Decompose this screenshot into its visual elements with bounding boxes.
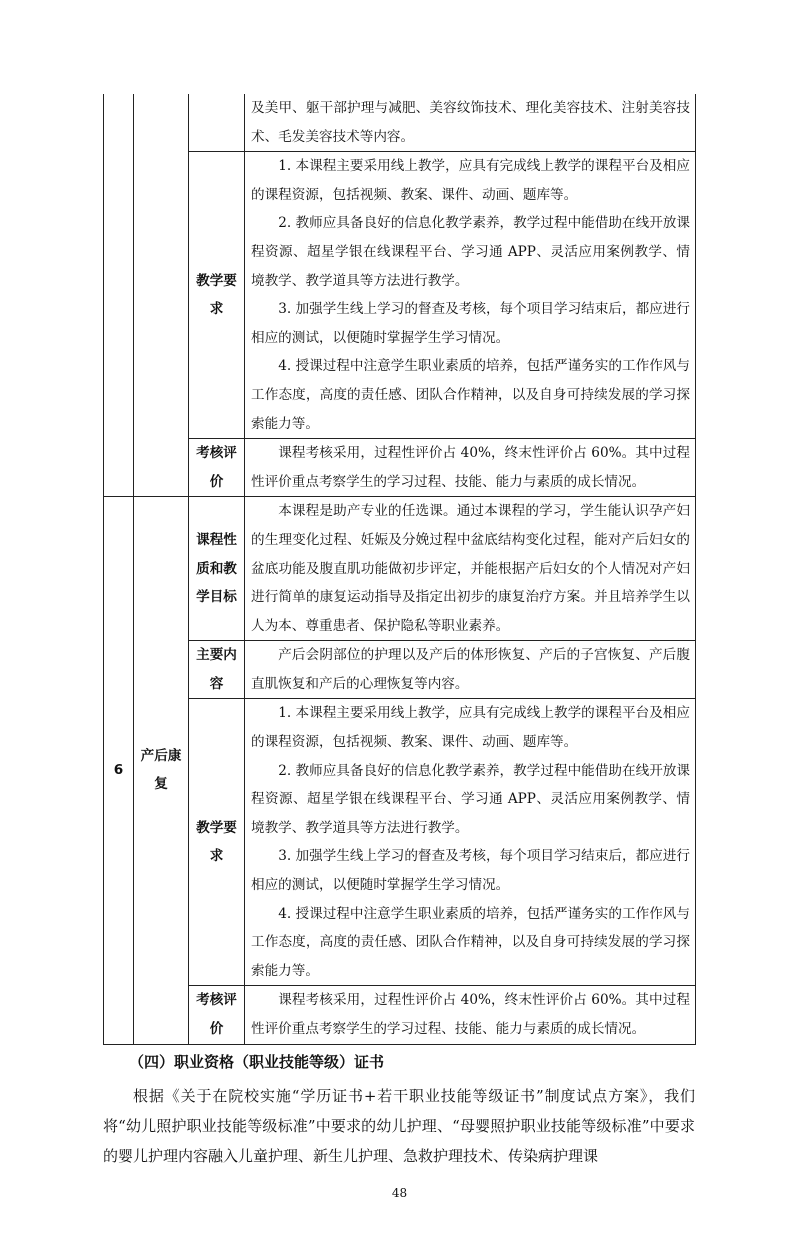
teaching-item: 2. 教师应具备良好的信息化教学素养，教学过程中能借助在线开放课程资源、超星学银在线课程平台、学习通 APP、灵活应用案例教学、情境教学、教学道具等方法进行教学。 [251,215,690,289]
table-row [104,699,696,986]
teaching-item: 4. 授课过程中注意学生职业素质的培养，包括严谨务实的工作作风与工作态度，高度的责任感、团队合作精神，以及自身可持续发展的学习探索能力等。 [251,905,690,979]
teaching-label: 教学要求 [189,699,245,986]
nature-label: 课程性质和教学目标 [189,497,245,641]
content-text: 及美甲、躯干部护理与减肥、美容纹饰技术、理化美容技术、注射美容技术、毛发美容技术等内容。 [251,100,690,145]
teaching-item: 4. 授课过程中注意学生职业素质的培养，包括严谨务实的工作作风与工作态度，高度的责任感、团队合作精神，以及自身可持续发展的学习探索能力等。 [251,358,690,432]
prev-course-cell [134,94,189,497]
teaching-item: 3. 加强学生线上学习的督查及考核，每个项目学习结束后，都应进行相应的测试，以便随时掌握学生学习情况。 [251,848,690,894]
prev-label-cell [189,94,245,152]
teaching-item: 2. 教师应具备良好的信息化教学素养，教学过程中能借助在线开放课程资源、超星学银在线课程平台、学习通 APP、灵活应用案例教学、情境教学、教学道具等方法进行教学。 [251,762,690,836]
teaching-item: 1. 本课程主要采用线上教学，应具有完成线上教学的课程平台及相应的课程资源，包括视频、教案、课件、动画、题库等。 [251,705,690,751]
row-number: 6 [104,497,134,1044]
assess-cell [245,986,696,1044]
nature-text: 本课程是助产专业的任选课。通过本课程的学习，学生能认识孕产妇的生理变化过程、妊娠及分娩过程中盆底结构变化过程，能对产后妇女的盆底功能及腹直肌功能做初步评定，并能根据产后妇女的个人情况对产妇进行简单的康复运动指导及指定出初步的康复治疗方案。并且培养学生以人为本、尊重患者、保护隐私等职业素养。 [251,503,690,634]
nature-cell [245,497,696,641]
assess-text: 课程考核采用，过程性评价占 40%，终末性评价占 60%。其中过程性评价重点考察学生的学习过程、技能、能力与素质的成长情况。 [251,445,690,490]
assess-label: 考核评价 [189,439,245,497]
teaching-item: 3. 加强学生线上学习的督查及考核，每个项目学习结束后，都应进行相应的测试，以便随时掌握学生学习情况。 [251,301,690,346]
content-cell [245,641,696,699]
prev-content-tail [245,94,696,152]
content-label: 主要内容 [189,641,245,699]
prev-number-cell [104,94,134,497]
assess-cell [245,439,696,497]
assess-text: 课程考核采用，过程性评价占 40%，终末性评价占 60%。其中过程性评价重点考察学生的学习过程、技能、能力与素质的成长情况。 [251,992,690,1037]
table-row [104,641,696,699]
content-text: 产后会阴部位的护理以及产后的体形恢复、产后的子宫恢复、产后腹直肌恢复和产后的心理恢复等内容。 [251,647,690,692]
course-name: 产后康复 [134,497,189,1044]
table-row [104,497,696,641]
course-table [103,94,696,1045]
section-heading: （四）职业资格（职业技能等级）证书 [129,1052,385,1071]
teaching-cell [245,699,696,986]
assess-label: 考核评价 [189,986,245,1044]
table-row [104,439,696,497]
table-row [104,152,696,439]
table-row [104,94,696,152]
body-paragraph: 根据《关于在院校实施“学历证书+若干职业技能等级证书”制度试点方案》，我们将“幼儿照护职业技能等级标准”中要求的幼儿护理、“母婴照护职业技能等级标准”中要求的婴儿护理内容融入儿童护理、新生儿护理、急救护理技术、传染病护理课 [103,1086,695,1165]
teaching-cell [245,152,696,439]
teaching-label: 教学要求 [189,152,245,439]
page-number: 48 [391,1185,408,1200]
table-row [104,986,696,1044]
teaching-item: 1. 本课程主要采用线上教学，应具有完成线上教学的课程平台及相应的课程资源，包括视频、教案、课件、动画、题库等。 [251,158,690,203]
